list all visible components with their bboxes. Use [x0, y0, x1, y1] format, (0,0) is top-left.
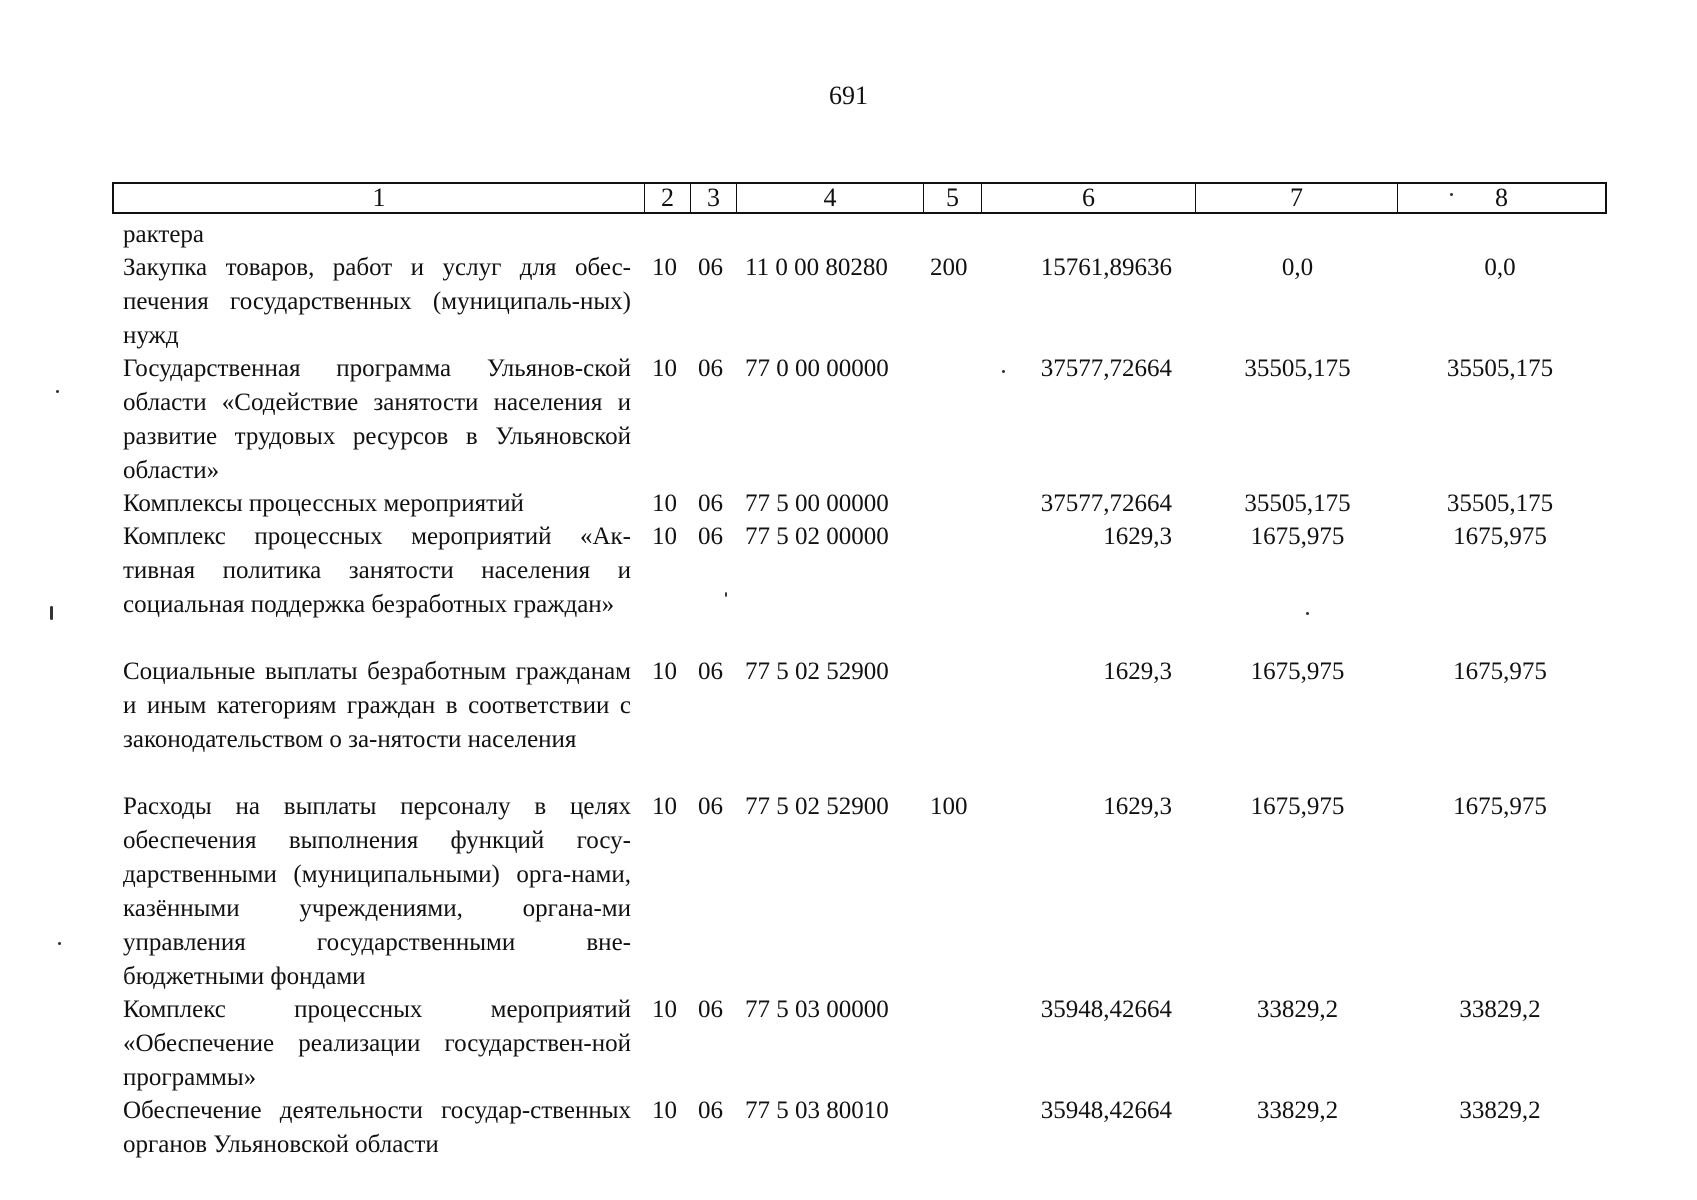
- row-amount-6: 37577,72664: [1040, 355, 1172, 382]
- row-amount-6: 1629,3: [1103, 793, 1172, 820]
- row-amount-8: 33829,2: [1459, 996, 1541, 1023]
- row-amount-7: 1675,975: [1250, 523, 1345, 550]
- row-subsection: 06: [698, 254, 723, 281]
- row-amount-6: 15761,89636: [1040, 254, 1172, 281]
- row-subsection: 06: [698, 1097, 723, 1124]
- row-target-code: 77 0 00 00000: [745, 355, 889, 382]
- header-col-5: 5: [924, 184, 982, 212]
- row-name: Закупка товаров, работ и услуг для обес-печения государственных (муниципаль-ных) нужд: [123, 254, 631, 349]
- row-section: 10: [652, 996, 677, 1023]
- row-amount-8: 33829,2: [1459, 1097, 1541, 1124]
- row-amount-8: 1675,975: [1453, 793, 1547, 820]
- row-amount-7: 1675,975: [1250, 658, 1345, 685]
- row-name: Комплекс процессных мероприятий «Обеспечение реализации государствен-ной программы»: [123, 996, 631, 1091]
- row-target-code: 77 5 02 52900: [745, 658, 889, 685]
- row-amount-6: 35948,42664: [1040, 996, 1172, 1023]
- row-amount-8: 35505,175: [1446, 355, 1554, 382]
- row-amount-8: 0,0: [1484, 254, 1516, 281]
- row-target-code: 77 5 00 00000: [745, 490, 889, 517]
- scan-speck: [1306, 612, 1309, 615]
- row-section: 10: [652, 793, 677, 820]
- row-target-code: 11 0 00 80280: [745, 254, 888, 281]
- row-amount-6: 35948,42664: [1040, 1097, 1172, 1124]
- header-col-8: 8: [1495, 183, 1508, 212]
- row-target-code: 77 5 03 00000: [745, 996, 889, 1023]
- row-target-code: 77 5 02 00000: [745, 523, 889, 550]
- row-expense-type: 200: [930, 254, 968, 281]
- row-name: рактера: [123, 221, 205, 248]
- scan-speck: [1002, 370, 1005, 373]
- row-subsection: 06: [698, 793, 723, 820]
- row-subsection: 06: [698, 658, 723, 685]
- row-name: Обеспечение деятельности государ-ственных органов Ульяновской области: [123, 1097, 631, 1158]
- row-amount-8: 1675,975: [1453, 658, 1547, 685]
- row-amount-7: 0,0: [1281, 254, 1314, 281]
- row-target-code: 77 5 02 52900: [745, 793, 889, 820]
- row-amount-7: 35505,175: [1244, 490, 1351, 517]
- scan-speck: [56, 390, 59, 393]
- row-section: 10: [652, 523, 677, 550]
- row-amount-6: 1629,3: [1103, 523, 1172, 550]
- header-col-1: 1: [114, 184, 645, 212]
- row-amount-6: 1629,3: [1103, 658, 1172, 685]
- row-section: 10: [652, 1097, 677, 1124]
- row-name: Комплекс процессных мероприятий «Ак-тивная политика занятости населения и социальная поддержка безработных граждан»: [123, 523, 631, 618]
- header-col-2: 2: [645, 184, 691, 212]
- row-section: 10: [652, 254, 677, 281]
- row-amount-7: 35505,175: [1244, 355, 1351, 382]
- row-section: 10: [652, 355, 677, 382]
- row-name: Комплексы процессных мероприятий: [123, 490, 524, 517]
- row-amount-6: 37577,72664: [1040, 490, 1172, 517]
- row-amount-8: 35505,175: [1446, 490, 1554, 517]
- header-col-3: 3: [691, 184, 737, 212]
- row-section: 10: [652, 658, 677, 685]
- row-name: Расходы на выплаты персоналу в целях обеспечения выполнения функций госу-дарственными (муниципальными) орга-нами, казёнными учреждениями, органа-ми управления государственными вне-бюджетными фондами: [123, 793, 631, 990]
- scan-speck: [58, 942, 61, 945]
- header-col-6: 6: [982, 184, 1196, 212]
- row-subsection: 06: [698, 996, 723, 1023]
- row-section: 10: [652, 490, 677, 517]
- row-subsection: 06: [698, 355, 723, 382]
- row-target-code: 77 5 03 80010: [745, 1097, 889, 1124]
- row-subsection: 06: [698, 490, 723, 517]
- header-col-7: 7: [1196, 184, 1398, 212]
- row-amount-7: 33829,2: [1256, 996, 1339, 1023]
- row-name: Социальные выплаты безработным гражданам и иным категориям граждан в соответствии с законодательством о за-нятости населения: [123, 658, 631, 753]
- row-amount-7: 1675,975: [1250, 793, 1345, 820]
- row-amount-7: 33829,2: [1256, 1097, 1339, 1124]
- scan-speck: [1450, 193, 1453, 196]
- page-number: 691: [829, 81, 868, 110]
- row-subsection: 06: [698, 523, 723, 550]
- header-col-4: 4: [737, 184, 924, 212]
- row-expense-type: 100: [930, 793, 968, 820]
- row-amount-8: 1675,975: [1453, 523, 1547, 550]
- scan-speck: [50, 606, 53, 620]
- row-name: Государственная программа Ульянов-ской области «Содействие занятости населения и развитие трудовых ресурсов в Ульяновской области»: [123, 355, 631, 484]
- scan-speck: [725, 592, 727, 597]
